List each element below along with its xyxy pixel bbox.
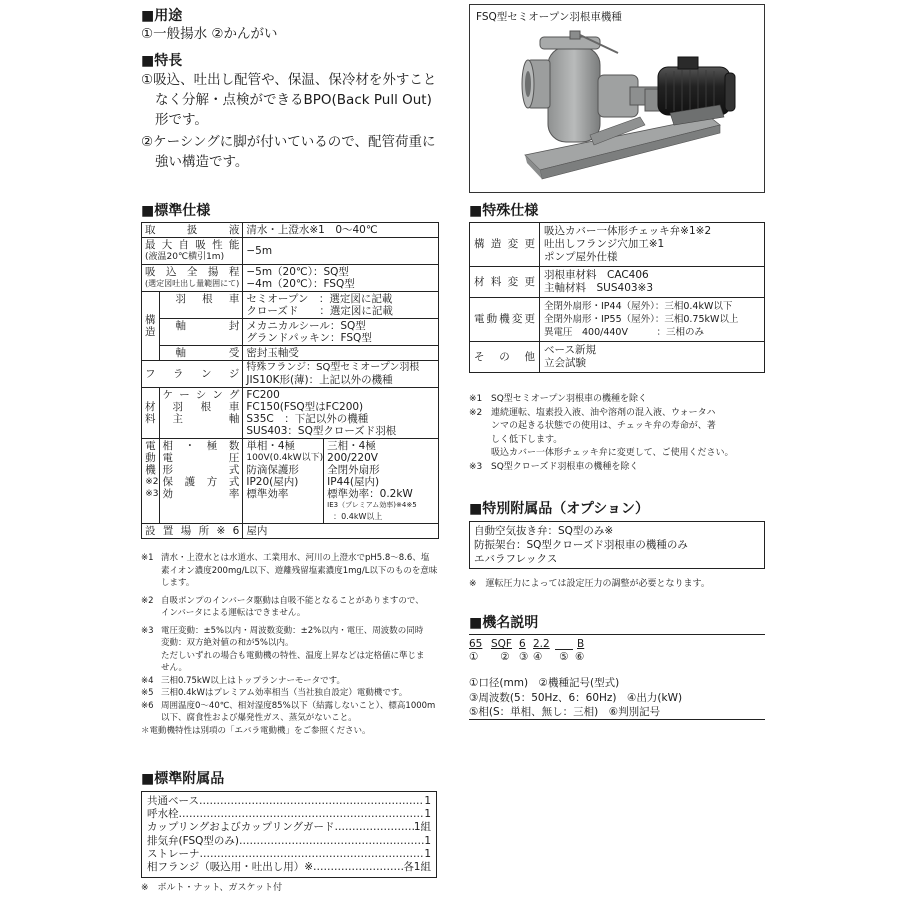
options-heading: ■ 特別附属品（オプション） [469,498,649,518]
photo-caption: FSQ型セミオープン羽根車機種 [476,11,622,23]
note: ※4 三相0.75kW以上はトップランナーモータです。 [141,675,345,686]
spec-row-range [142,265,439,292]
options-list [469,521,765,569]
spec-label: 設置場所※6 [142,524,243,539]
note: ＊電動機特性は別項の「エバラ電動機」をご参照ください。 [141,725,371,736]
options-note: ※ 運転圧力によっては設定圧力の調整が必要となります。 [469,579,710,589]
special-spec-row [470,223,765,267]
accessory-item: ストレーナ …………………………………………………………………………………………………… 1 [147,848,431,861]
spec-label: 相・極数 電圧 形式 保護方式 効率 [159,439,243,524]
spec-label: 吸込全揚程 (選定図吐出し量範囲にて) [142,265,243,292]
feature-line: 強い構造です。 [155,154,249,170]
spec-group-material: 材料 [142,388,160,439]
model-legend: ①口径(mm) ②機種記号(型式) ③周波数(5：50Hz、6：60Hz) ④出力(kW) ⑤相(S：単相、無し：三相) ⑥判別記号 [469,677,683,718]
accessory-item: 共通ベース …………………………………………………………………………………………………… 1 [147,795,431,808]
special-spec-label: 材料変更 [470,267,540,298]
usage-heading: ■ 用途 [141,5,182,25]
note: ※1 SQ型セミオープン羽根車の機種を除く [469,394,647,404]
note: ※5 三相0.4kWはプレミアム効率相当（当社独自設定）電動機です。 [141,688,408,698]
note: ※3 電圧変動：±5%以内・周波数変動：±2%以内・電圧、周波数の同時 変動：双方絶対値の和が5%以内。 ただしいずれの場合も電動機の特性、温度上昇などは定格値に準じま せん。 [141,625,425,673]
feature-line: 形です。 [155,112,208,128]
spec-row-motor [142,439,439,524]
spec-label: 取扱液 [142,223,243,238]
standard-spec-heading: ■ 標準仕様 [141,200,210,220]
spec-value: 密封玉軸受 [243,346,439,361]
feature-line: ①吸込、吐出し配管や、保温、保冷材を外すこと [141,72,437,88]
note: ※6 周囲温度0〜40℃、相対湿度85%以下（結露しないこと）、標高1000m 以下、腐食性および爆発性ガス、蒸気がないこと。 [141,700,436,723]
accessory-item: 排気弁(FSQ型のみ) …………………………………………………………………………………………………… 1 [147,835,431,848]
model-numbers: ① ② ③ ④ ⑤ ⑥ [469,651,585,663]
spec-row-location [142,524,439,539]
usage-text: ①一般揚水 ②かんがい [141,26,278,42]
spec-value: 屋内 [243,524,439,539]
spec-value: メカニカルシール：SQ型 グランドパッキン：FSQ型 [243,319,439,346]
spec-row-bearing [142,346,439,361]
spec-label: 軸封 [159,319,243,346]
model-heading: ■ 機名説明 [469,612,538,632]
special-spec-value: ベース新規 立会試験 [540,342,765,373]
accessory-item: 呼水栓 …………………………………………………………………………………………………… 1 [147,808,431,821]
accessories-note: ※ ボルト・ナット、ガスケット付 [141,883,283,893]
spec-row-material [142,388,439,439]
note: ※2 自吸ポンプのインバータ駆動は自吸不能となることがありますので、 インバータによる運転はできません。 [141,595,424,618]
special-spec-label: 構造変更 [470,223,540,267]
note: ※1 清水・上澄水とは水道水、工業用水、河川の上澄水でpH5.8〜8.6、塩 素イオン濃度200mg/L以下、遊離残留塩素濃度1mg/L以下のものを意味 します。 [141,553,438,588]
spec-label: 羽根車 [159,292,243,319]
spec-group-structure: 構造 [142,292,160,361]
spec-value: −5m（20℃）：SQ型 −4m（20℃）：FSQ型 [243,265,439,292]
model-explanation [469,634,765,720]
special-spec-table [469,222,765,373]
spec-value: 特殊フランジ：SQ型セミオープン羽根 JIS10K形(薄)：上記以外の機種 [243,361,439,388]
spec-row-shaft-seal [142,319,439,346]
special-spec-notes [469,393,769,474]
model-code: 65 SQF 6 2.2 B [469,638,585,650]
spec-value: セミオープン ：選定図に記載 クローズド ：選定図に記載 [243,292,439,319]
product-photo-frame [469,4,765,193]
option-item: 自動空気抜き弁：SQ型のみ※ [474,525,614,537]
spec-label: ケーシング 羽根車 主軸 [159,388,243,439]
spec-value: −5m [243,238,439,265]
spec-value: FC200 FC150(FSQ型はFC200) S35C ：下記以外の機種 SUS403：SQ型クローズド羽根 [243,388,439,439]
spec-label: 最大自吸性能 (液温20℃横引1m) [142,238,243,265]
option-item: 防振架台：SQ型クローズド羽根車の機種のみ [474,539,688,551]
special-spec-value: 全閉外扇形・IP44（屋外）：三相0.4kW以下 全閉外扇形・IP55（屋外）：三相0.75kW以上 異電圧 400/440V ：三相のみ [540,298,765,342]
spec-row-impeller [142,292,439,319]
special-spec-row [470,342,765,373]
spec-label: 軸受 [159,346,243,361]
accessories-list [141,791,437,878]
special-spec-value: 羽根車材料 CAC406 主軸材料 SUS403※3 [540,267,765,298]
special-spec-row [470,298,765,342]
spec-row-flange [142,361,439,388]
feature-line: なく分解・点検ができるBPO(Back Pull Out) [155,92,432,108]
spec-label: フランジ [142,361,243,388]
features-heading: ■ 特長 [141,50,182,70]
note: ※2 連続運転、塩素投入液、油や溶剤の混入液、ウォータハ ンマの起きる状態での使用は、チェッキ弁の寿命が、著 しく低下します。 吸込カバー一体形チェッキ弁に変更して、ご使用ください。 [469,407,734,458]
special-spec-row [470,267,765,298]
special-spec-value: 吸込カバー一体形チェッキ弁※1※2 吐出しフランジ穴加工※1 ポンプ屋外仕様 [540,223,765,267]
spec-row-liquid [142,223,439,238]
accessory-item: カップリングおよびカップリングガード …………………………………………………………………………………………………… 1組 [147,821,431,834]
spec-value-single-phase: 単相・4極 100V(0.4kW以下) 防滴保護形 IP20(屋内) 標準効率 [243,439,324,524]
spec-value: 清水・上澄水※1 0〜40℃ [243,223,439,238]
accessories-heading: ■ 標準附属品 [141,768,224,788]
spec-group-motor: 電動機 ※2 ※3 [142,439,160,524]
spec-value-three-phase: 三相・4極 200/220V 全閉外扇形 IP44(屋内) 標準効率：0.2kW IE3（プレミアム効率)※4※5 ：0.4kW以上 [324,439,439,524]
special-spec-heading: ■ 特殊仕様 [469,200,538,220]
standard-spec-table [141,222,439,539]
standard-spec-notes [141,552,441,737]
pump-illustration [470,5,764,192]
accessory-item: 相フランジ（吸込用・吐出し用）※ …………………………………………………………………………………………………… 各1組 [147,861,431,874]
pump-casing [548,47,600,142]
spec-row-suction [142,238,439,265]
special-spec-label: 電動機変更 [470,298,540,342]
features-text [141,70,451,172]
special-spec-label: その他 [470,342,540,373]
option-item: エバラフレックス [474,553,558,565]
note: ※3 SQ型クローズド羽根車の機種を除く [469,461,639,472]
feature-line: ②ケーシングに脚が付いているので、配管荷重に [141,134,436,150]
